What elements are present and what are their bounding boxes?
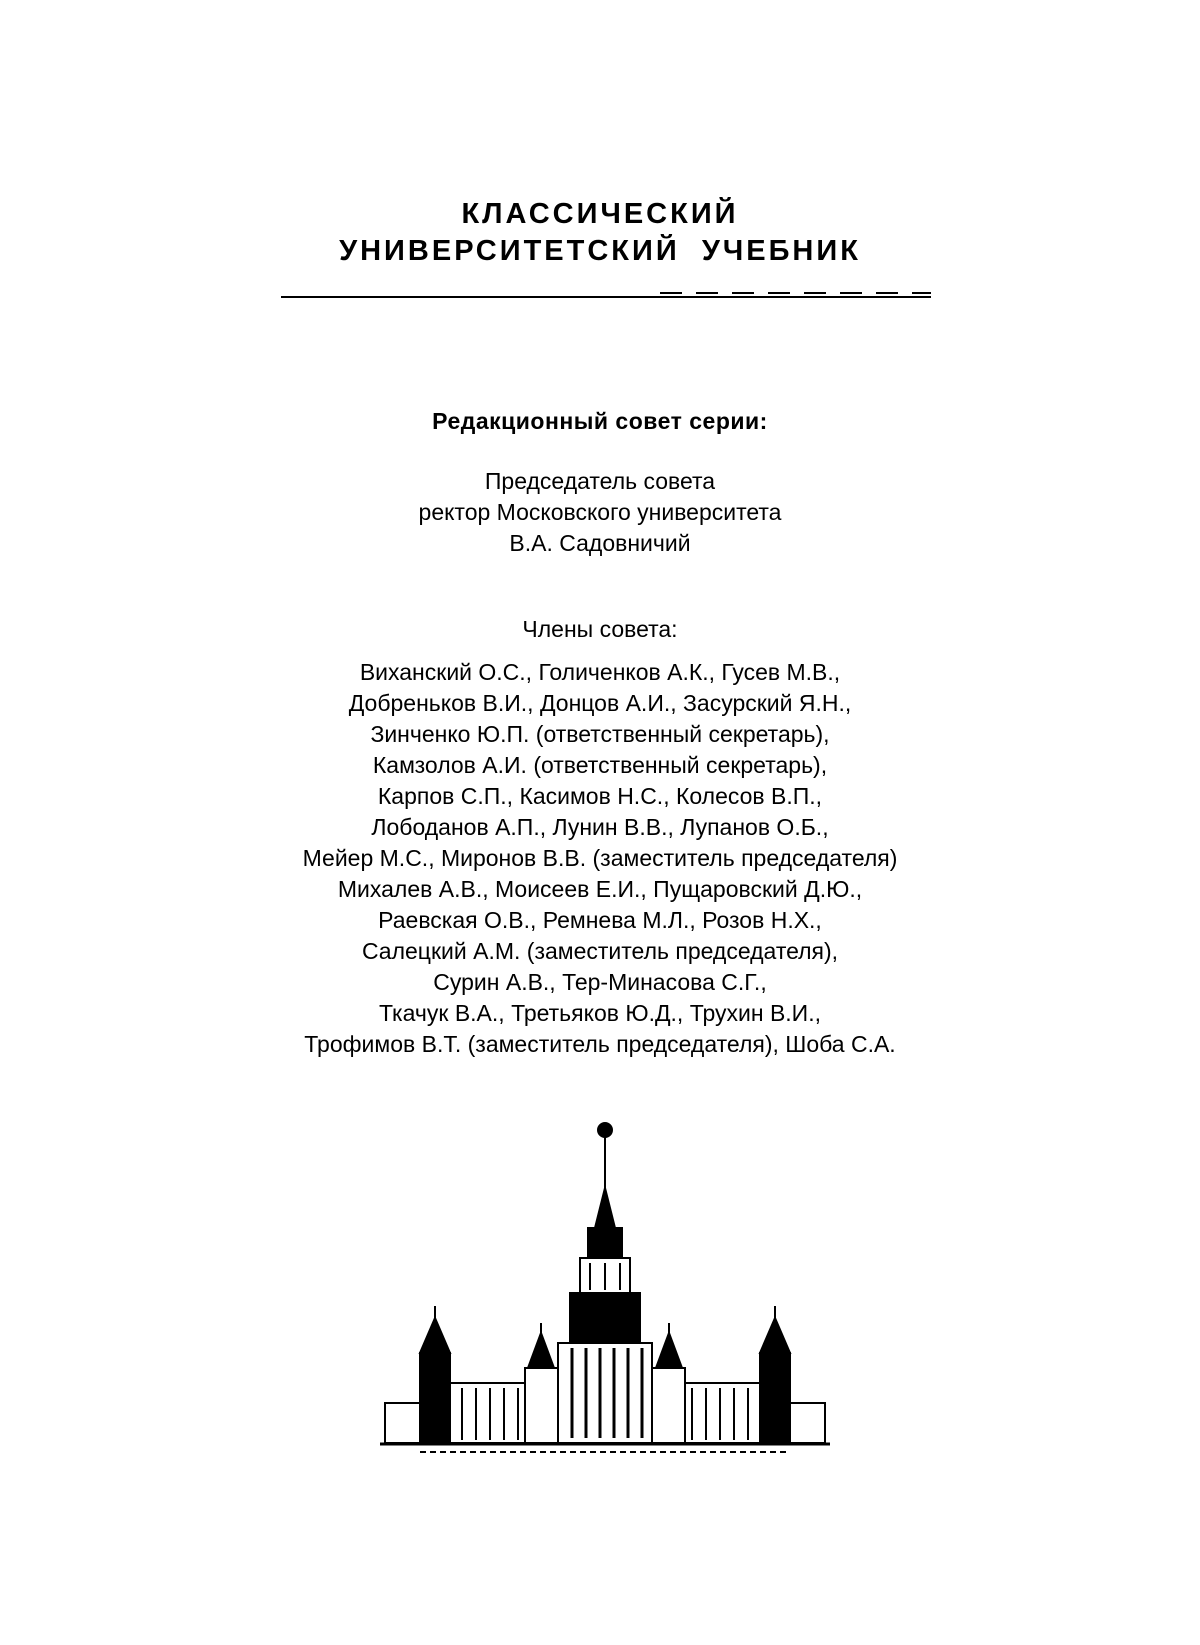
members-list [0, 657, 1200, 1060]
divider-dashes [660, 292, 931, 294]
divider-rule [281, 296, 931, 298]
members-line: Трофимов В.Т. (заместитель председателя), Шоба С.А. [304, 1031, 896, 1057]
members-heading: Члены совета: [522, 616, 678, 642]
members-line: Карпов С.П., Касимов Н.С., Колесов В.П., [377, 783, 823, 809]
members-line: Лободанов А.П., Лунин В.В., Лупанов О.Б., [371, 814, 829, 840]
members-line: Раевская О.В., Ремнева М.Л., Розов Н.Х., [378, 907, 822, 933]
members-line: Виханский О.С., Голиченков А.К., Гусев М.В., [359, 659, 841, 685]
editorial-board-heading: Редакционный совет серии: [432, 408, 768, 434]
members-line: Ткачук В.А., Третьяков Ю.Д., Трухин В.И., [379, 1000, 821, 1026]
members-line: Мейер М.С., Миронов В.В. (заместитель председателя) [302, 845, 898, 871]
members-line: Камзолов А.И. (ответственный секретарь), [372, 752, 828, 778]
members-line: Салецкий А.М. (заместитель председателя), [361, 938, 839, 964]
members-line: Зинченко Ю.П. (ответственный секретарь), [370, 721, 830, 747]
members-line: Михалев А.В., Моисеев Е.И., Пущаровский Д.Ю., [337, 876, 863, 902]
members-line: Сурин А.В., Тер-Минасова С.Г., [433, 969, 767, 995]
moscow-university-building-icon [380, 1118, 830, 1458]
series-title-line-2: УНИВЕРСИТЕТСКИЙ УЧЕБНИК [339, 235, 861, 267]
series-title [0, 196, 1200, 270]
chair-line: Председатель совета [484, 468, 716, 494]
series-title-line-1: КЛАССИЧЕСКИЙ [461, 198, 739, 230]
chair-line: ректор Московского университета [418, 499, 782, 525]
members-line: Добреньков В.И., Донцов А.И., Засурский Я.Н., [348, 690, 852, 716]
board-chair-block [0, 466, 1200, 559]
chair-line: В.А. Садовничий [509, 530, 691, 556]
